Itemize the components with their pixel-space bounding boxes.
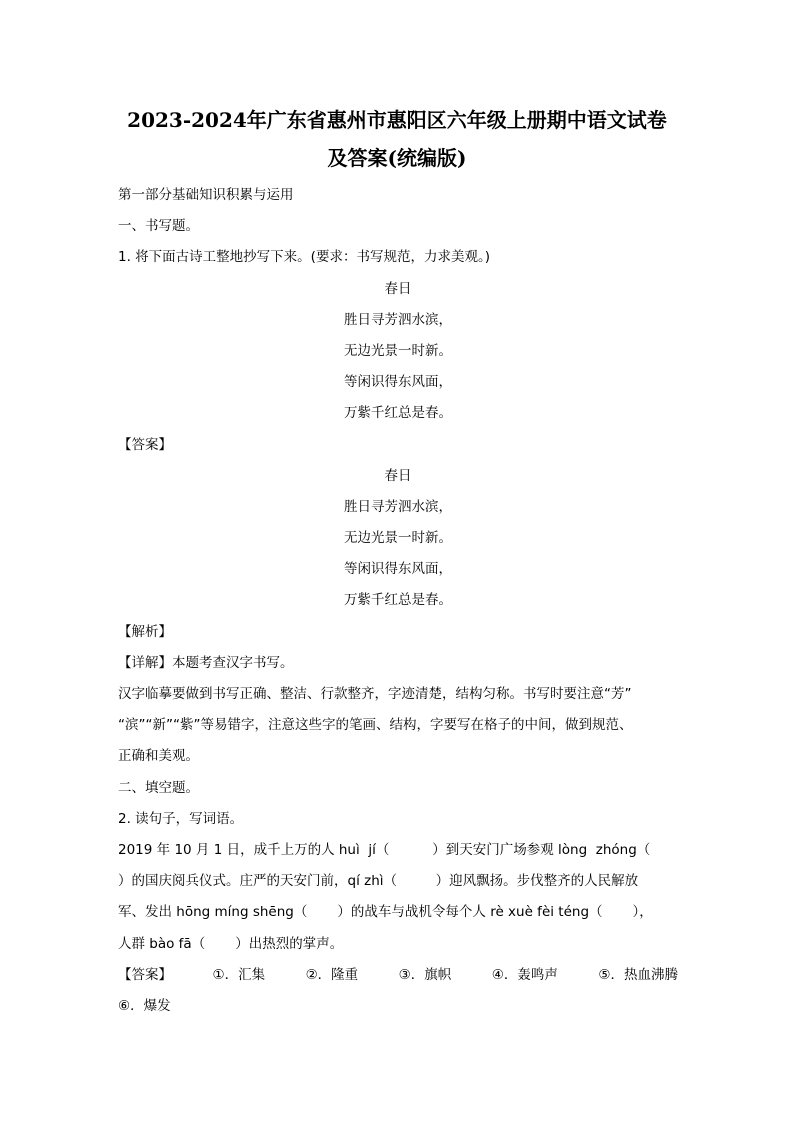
answer-label: 【答案】: [118, 436, 172, 453]
poem-title: 春日: [384, 280, 412, 297]
explanation-line: 正确和美观。: [118, 748, 199, 765]
poem-line: 无边光景一时新。: [344, 530, 452, 547]
document-title: [100, 101, 694, 177]
poem-question: [118, 274, 678, 430]
poem-line: 等闲识得东风面，: [344, 374, 452, 391]
analysis-label: 【解析】: [118, 623, 172, 640]
answer-item: ②．隆重: [305, 966, 359, 983]
q2-answer-row: [118, 960, 678, 991]
q2-text-line: 2019 年 10 月 1 日，成千上万的人 huì jí（ ）到天安门广场参观 lòng zhóng（: [118, 841, 651, 858]
q2-text-line: 军、发出 hōng míng shēng（ ）的战车与战机令每个人 rè xuè fèi téng（ ），: [118, 904, 653, 921]
part-heading: 第一部分基础知识积累与运用: [118, 187, 294, 203]
poem-line: 胜日寻芳泗水滨，: [344, 498, 452, 515]
title-line-2: 及答案(统编版): [327, 146, 467, 170]
detail-text: 【详解】本题考查汉字书写。: [118, 654, 294, 671]
answer-item: ⑥．爆发: [118, 997, 171, 1014]
poem-line: 万紫千红总是春。: [344, 405, 452, 422]
poem-line: 万紫千红总是春。: [344, 592, 452, 609]
poem-line: 胜日寻芳泗水滨，: [344, 311, 452, 328]
document-body: [118, 180, 678, 1022]
title-line-1: 2023-2024年广东省惠州市惠阳区六年级上册期中语文试卷: [127, 108, 667, 132]
section-heading-2: 二、填空题。: [118, 779, 199, 796]
poem-answer: [118, 461, 678, 617]
section-heading-1: 一、书写题。: [118, 218, 199, 235]
q2-text-line: 人群 bào fā（ ）出热烈的掌声。: [118, 935, 344, 952]
explanation-line: 汉字临摹要做到书写正确、整洁、行款整齐，字迹清楚，结构匀称。书写时要注意“芳”: [118, 686, 632, 702]
q2-text-line: ）的国庆阅兵仪式。庄严的天安门前，qí zhì（ ）迎风飘扬。步伐整齐的人民解放: [118, 873, 639, 890]
answer-item: ①．汇集: [212, 966, 266, 983]
answer-label: 【答案】: [118, 966, 172, 983]
answer-item: ③．旗帜: [398, 966, 452, 983]
poem-line: 等闲识得东风面，: [344, 561, 452, 578]
answer-item: ⑤．热血沸腾: [598, 966, 678, 983]
question-2: 2. 读句子，写词语。: [118, 810, 244, 827]
explanation-line: “滨”“新”“紫”等易错字，注意这些字的笔画、结构，字要写在格子的中间，做到规范、: [118, 717, 633, 734]
answer-item: ④．轰鸣声: [491, 966, 558, 983]
poem-line: 无边光景一时新。: [344, 342, 452, 359]
poem-title: 春日: [384, 467, 412, 484]
question-1: 1. 将下面古诗工整地抄写下来。(要求：书写规范，力求美观。): [118, 249, 490, 266]
